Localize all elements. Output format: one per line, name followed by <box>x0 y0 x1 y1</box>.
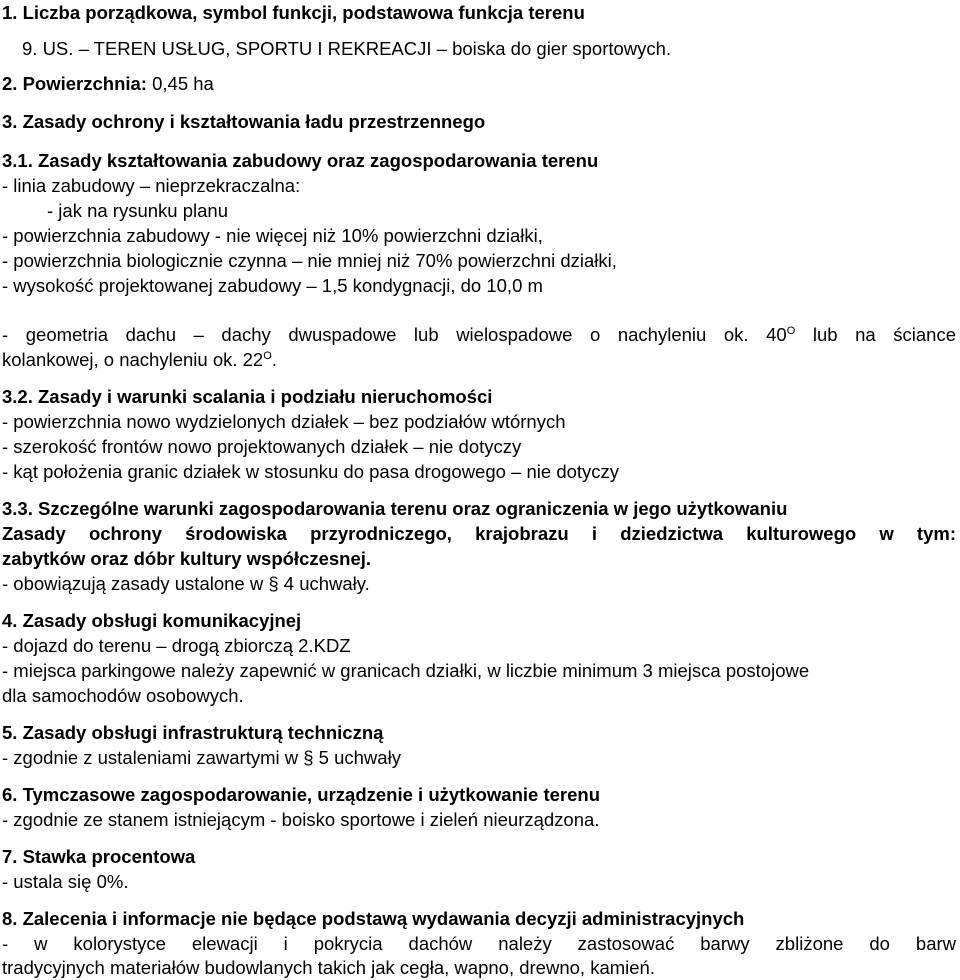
list-item: - zgodnie ze stanem istniejącym - boisko sportowe i zieleń nieurządzona. <box>2 809 600 830</box>
section-7-number: 7. <box>2 846 18 867</box>
roof-knee-wall-text-end: . <box>271 349 277 370</box>
section-6-title: Tymczasowe zagospodarowanie, urządzenie i użytkowanie terenu <box>22 784 600 805</box>
section-7-title: Stawka procentowa <box>22 846 196 867</box>
list-item: - powierzchnia biologicznie czynna – nie mniej niż 70% powierzchni działki, <box>2 250 617 271</box>
section-5-title: Zasady obsługi infrastrukturą techniczną <box>22 722 384 743</box>
section-3-3-title: Szczególne warunki zagospodarowania terenu oraz ograniczenia w jego użytkowaniu <box>38 498 788 519</box>
section-2-heading <box>2 72 214 96</box>
section-3-1-heading <box>2 149 598 173</box>
section-3-heading <box>2 110 485 134</box>
list-item: - zgodnie z ustaleniami zawartymi w § 5 uchwały <box>2 747 401 768</box>
roof-knee-wall-text: kolankowej, o nachyleniu ok. 22 <box>2 349 264 370</box>
degree-mark: O <box>263 350 272 362</box>
section-2-value: 0,45 ha <box>152 73 214 94</box>
list-item: - powierzchnia nowo wydzielonych działek – bez podziałów wtórnych <box>2 411 566 432</box>
section-4-title: Zasady obsługi komunikacyjnej <box>22 610 302 631</box>
section-4-heading <box>2 609 301 633</box>
roof-geometry-text-end: lub na ściance <box>795 324 956 345</box>
section-3-2-title: Zasady i warunki scalania i podziału nieruchomości <box>38 386 493 407</box>
section-8-heading <box>2 907 744 931</box>
section-3-2-number: 3.2. <box>2 386 33 407</box>
recommendation-line-1: - w kolorystyce elewacji i pokrycia dachów należy zastosować barwy zbliżone do barw <box>2 933 956 954</box>
section-3-3-heading <box>2 497 787 521</box>
list-item: - dojazd do terenu – drogą zbiorczą 2.KDZ <box>2 635 351 656</box>
section-3-1-number: 3.1. <box>2 150 33 171</box>
list-item: - ustala się 0%. <box>2 871 129 892</box>
list-item: - wysokość projektowanej zabudowy – 1,5 kondygnacji, do 10,0 m <box>2 275 543 296</box>
roof-geometry-line-2 <box>2 348 277 372</box>
recommendation-line-2: tradycyjnych materiałów budowlanych takich jak cegła, wapno, drewno, kamień. <box>2 957 655 978</box>
section-7-heading <box>2 845 195 869</box>
section-8-number: 8. <box>2 908 18 929</box>
list-item: - linia zabudowy – nieprzekraczalna: <box>2 175 301 196</box>
roof-geometry-line-1 <box>2 323 956 347</box>
section-3-3-subtitle-line-2: zabytków oraz dóbr kultury współczesnej. <box>2 548 372 569</box>
section-4-number: 4. <box>2 610 18 631</box>
section-2-number: 2. <box>2 73 18 94</box>
section-6-number: 6. <box>2 784 18 805</box>
list-item: - jak na rysunku planu <box>47 200 228 221</box>
section-6-heading <box>2 783 600 807</box>
section-3-3-number: 3.3. <box>2 498 33 519</box>
degree-mark: O <box>786 325 796 337</box>
parking-line-2: dla samochodów osobowych. <box>2 685 244 706</box>
section-1-number: 1. <box>2 2 18 23</box>
section-5-heading <box>2 721 383 745</box>
section-3-title: Zasady ochrony i kształtowania ładu przestrzennego <box>22 111 486 132</box>
section-3-1-title: Zasady kształtowania zabudowy oraz zagospodarowania terenu <box>38 150 599 171</box>
section-8-title: Zalecenia i informacje nie będące podstawą wydawania decyzji administracyjnych <box>22 908 745 929</box>
roof-geometry-text: - geometria dachu – dachy dwuspadowe lub wielospadowe o nachyleniu ok. 40 <box>2 324 787 345</box>
section-3-number: 3. <box>2 111 18 132</box>
parking-line-1: - miejsca parkingowe należy zapewnić w granicach działki, w liczbie minimum 3 miejsca postojowe <box>2 660 810 681</box>
section-2-title: Powierzchnia: <box>22 73 147 94</box>
section-3-2-heading <box>2 385 492 409</box>
list-item: - obowiązują zasady ustalone w § 4 uchwały. <box>2 573 370 594</box>
section-1-title: Liczba porządkowa, symbol funkcji, podstawowa funkcja terenu <box>22 2 585 23</box>
section-5-number: 5. <box>2 722 18 743</box>
list-item: - szerokość frontów nowo projektowanych działek – nie dotyczy <box>2 436 522 457</box>
list-item: - kąt położenia granic działek w stosunku do pasa drogowego – nie dotyczy <box>2 461 620 482</box>
section-3-3-subtitle-line-1: Zasady ochrony środowiska przyrodniczego, krajobrazu i dziedzictwa kulturowego w tym: <box>2 523 956 544</box>
list-item: - powierzchnia zabudowy - nie więcej niż 10% powierzchni działki, <box>2 225 543 246</box>
section-1-value: 9. US. – TEREN USŁUG, SPORTU I REKREACJI – boiska do gier sportowych. <box>22 38 672 59</box>
section-1-heading <box>2 1 585 25</box>
